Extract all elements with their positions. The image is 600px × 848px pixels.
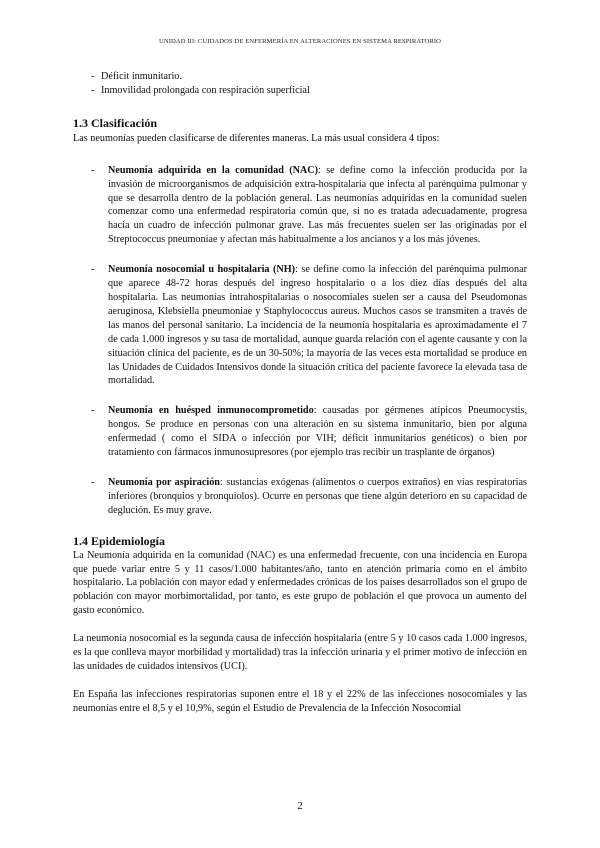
- item-text: : se define como la infección producida por la invasión de microorganismos de adquisición extra-hospitalaria que infecta al parénquima pulmonar y que se desarrolla dentro de la población general. Las neumonías adquiridas en la comunidad suelen comenzar como una enfermedad respiratoria común que, si no es tratada adecuadamente, progresa hacia un cuadro de infección pulmonar grave. Las más frecuentes suelen ser las originadas por el Streptococcus pneumoniae y afectan más habitualmente a los ancianos y a los más jóvenes.: [108, 164, 527, 246]
- list-item: [73, 84, 527, 98]
- list-dash: -: [91, 84, 95, 96]
- body-paragraph: La Neumonía adquirida en la comunidad (NAC) es una enfermedad frecuente, con una incidencia en Europa que puede variar entre 5 y 11 casos/1.000 habitantes/año, tanto en atención primaria como en el ámbito hospitalario. La población con mayor edad y enfermedades crónicas de los países desarrollados son el grupo de población con mayor morbimortalidad, por tanto, es este grupo de población el que provoca un aumento del gasto económico.: [73, 549, 527, 617]
- list-dash: -: [91, 476, 95, 488]
- page-number: 2: [297, 800, 303, 812]
- list-item-text: Inmovilidad prolongada con respiración superficial: [101, 84, 310, 96]
- section-heading-classification: 1.3 Clasificación: [73, 115, 157, 130]
- item-term: Neumonía por aspiración: [108, 476, 220, 488]
- list-item-text: Déficit inmunitario.: [101, 71, 182, 82]
- list-dash: -: [91, 164, 95, 176]
- item-term: Neumonía adquirida en la comunidad: [108, 164, 284, 176]
- list-dash: -: [91, 71, 95, 82]
- item-abbr: (NAC): [289, 164, 319, 176]
- item-text: : sustancias exógenas (alimentos o cuerpos extraños) en vías respiratorias inferiores (bronquios y bronquiolos). Ocurre en personas que tiene algún deterioro en su capacidad de deglución. Es muy grave.: [108, 476, 527, 516]
- classification-item: [73, 404, 527, 460]
- classification-item: [73, 263, 527, 388]
- list-item: [73, 70, 527, 84]
- body-paragraph: La neumonía nosocomial es la segunda causa de infección hospitalaria (entre 5 y 10 casos cada 1.000 ingresos, es la que conlleva mayor morbilidad y mortalidad) tras la infección urinaria y el primer motivo de infección en las unidades de cuidados intensivos (UCI).: [73, 633, 527, 672]
- item-term: Neumonía nosocomial u hospitalaria: [108, 264, 270, 276]
- item-text: : se define como la infección del parénquima pulmonar que aparece 48-72 horas después del ingreso hospitalario o a los diez días después del alta hospitalaria. Las neumonías intrahospitalarias o nosocomiales suelen ser a causa del Pseudomonas aeruginosa, Klebsiella pneumoniae y Staphylococcus aureus. Muchos casos se transmiten a través de las manos del personal sanitario. La incidencia de la neumonía hospitalaria es aproximadamente el 7 de cada 1.000 ingresos y su tasa de mortalidad, aunque guarda relación con el agente causante y con la situación clínica del paciente, es de un 30-50%; la mayoría de las veces esta mortalidad se produce en las Unidades de Cuidados Intensivos donde la situación crítica del paciente favorece la elevada tasa de mortalidad.: [108, 264, 528, 387]
- page-header: UNIDAD III: CUIDADOS DE ENFERMERÍA EN ALTERACIONES EN SISTEMA RESPIRATORIO: [159, 38, 441, 45]
- classification-item: [73, 164, 527, 247]
- section-heading-epidemiology: 1.4 Epidemiología: [73, 533, 166, 548]
- list-dash: -: [91, 264, 95, 276]
- item-text: : causadas por gérmenes atípicos Pneumocystis, hongos. Se produce en personas con una alteración en su sistema inmunitario, bien por alguna enfermedad ( como el SIDA o infección por VIH; déficit inmunitarios genéticos) o bien por tratamiento con fármacos inmunosupresores (por ejemplo tras recibir un trasplante de órganos): [108, 405, 528, 459]
- body-paragraph: En España las infecciones respiratorias suponen entre el 18 y el 22% de las infecciones nosocomiales y las neumonías entre el 8,5 y el 10,9%, según el Estudio de Prevalencia de la Infección Nosocomial: [73, 688, 527, 714]
- classification-item: [73, 476, 527, 518]
- section-intro: Las neumonías pueden clasificarse de diferentes maneras. La más usual considera 4 tipos:: [73, 132, 440, 144]
- list-dash: -: [91, 405, 95, 417]
- item-term: Neumonía en huésped inmunocomprometido: [108, 405, 314, 417]
- page-content: [73, 70, 527, 716]
- item-abbr: (NH): [273, 264, 296, 276]
